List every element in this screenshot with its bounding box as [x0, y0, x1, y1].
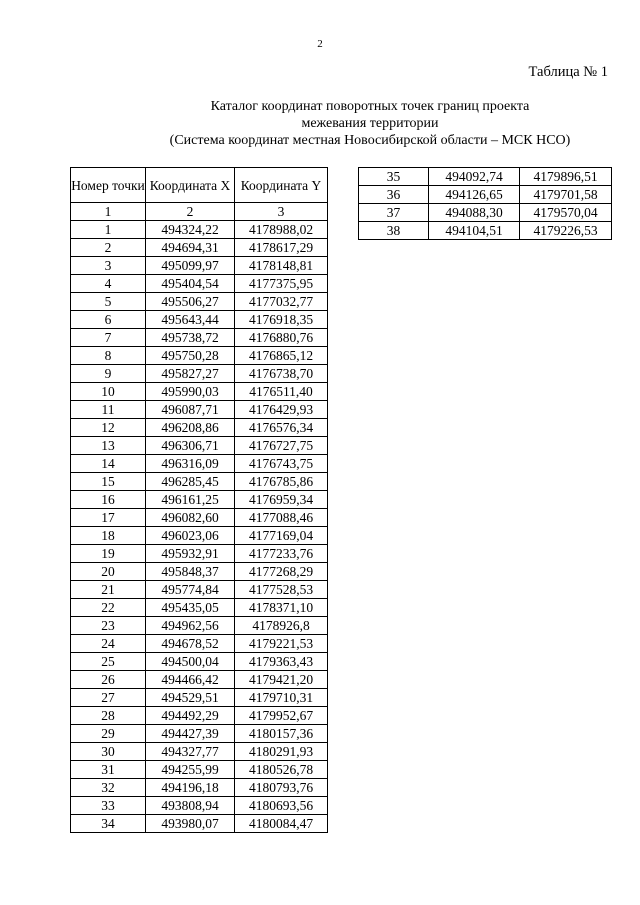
coordinate-y-cell: 4180084,47: [235, 815, 328, 833]
coordinate-x-cell: 494492,29: [146, 707, 235, 725]
coordinate-x-cell: 495932,91: [146, 545, 235, 563]
point-number-cell: 3: [71, 257, 146, 275]
table-row: [71, 419, 328, 437]
point-number-cell: 10: [71, 383, 146, 401]
coordinate-y-cell: 4176429,93: [235, 401, 328, 419]
coordinate-y-cell: 4180291,93: [235, 743, 328, 761]
point-number-cell: 24: [71, 635, 146, 653]
page-number: 2: [317, 38, 323, 50]
table-row: [71, 671, 328, 689]
coordinate-y-cell: 4180157,36: [235, 725, 328, 743]
point-number-cell: 21: [71, 581, 146, 599]
table-row: [71, 689, 328, 707]
coordinate-x-cell: 495827,27: [146, 365, 235, 383]
coordinate-y-cell: 4176511,40: [235, 383, 328, 401]
point-number-cell: 30: [71, 743, 146, 761]
coordinate-x-cell: 495848,37: [146, 563, 235, 581]
point-number-cell: 31: [71, 761, 146, 779]
coordinate-y-cell: 4179363,43: [235, 653, 328, 671]
table-row: [359, 186, 612, 204]
coordinate-y-cell: 4176576,34: [235, 419, 328, 437]
coordinate-x-cell: 494327,77: [146, 743, 235, 761]
point-number-cell: 6: [71, 311, 146, 329]
table-row: [71, 563, 328, 581]
table-row: [71, 653, 328, 671]
point-number-cell: 34: [71, 815, 146, 833]
title-line-1: Каталог координат поворотных точек границ проекта: [210, 99, 530, 114]
table-row: [71, 725, 328, 743]
point-number-cell: 22: [71, 599, 146, 617]
coordinate-x-cell: 496306,71: [146, 437, 235, 455]
coordinate-x-cell: 495099,97: [146, 257, 235, 275]
table-row: [71, 239, 328, 257]
coordinate-y-cell: 4177169,04: [235, 527, 328, 545]
coordinate-x-cell: 494962,56: [146, 617, 235, 635]
coordinate-x-cell: 495506,27: [146, 293, 235, 311]
coordinate-y-cell: 4179421,20: [235, 671, 328, 689]
coordinate-y-cell: 4180693,56: [235, 797, 328, 815]
coordinate-x-cell: 496285,45: [146, 473, 235, 491]
point-number-cell: 4: [71, 275, 146, 293]
table-row: [71, 761, 328, 779]
coordinate-y-cell: 4176959,34: [235, 491, 328, 509]
coordinate-x-cell: 494088,30: [429, 204, 520, 222]
point-number-cell: 29: [71, 725, 146, 743]
coordinate-x-cell: 495990,03: [146, 383, 235, 401]
point-number-cell: 25: [71, 653, 146, 671]
coordinate-x-cell: 493980,07: [146, 815, 235, 833]
coordinate-x-cell: 495435,05: [146, 599, 235, 617]
header-index-2: 2: [146, 203, 235, 221]
table-row: [71, 527, 328, 545]
coordinate-x-cell: 494678,52: [146, 635, 235, 653]
coordinate-x-cell: 494126,65: [429, 186, 520, 204]
coordinate-y-cell: 4176785,86: [235, 473, 328, 491]
coordinate-x-cell: 494104,51: [429, 222, 520, 240]
table-row: [71, 545, 328, 563]
table-row: [71, 329, 328, 347]
coordinate-y-cell: 4180526,78: [235, 761, 328, 779]
point-number-cell: 13: [71, 437, 146, 455]
coordinate-x-cell: 496087,71: [146, 401, 235, 419]
coordinate-x-cell: 494196,18: [146, 779, 235, 797]
coordinate-x-cell: 496161,25: [146, 491, 235, 509]
coordinate-y-cell: 4177032,77: [235, 293, 328, 311]
point-number-cell: 5: [71, 293, 146, 311]
table-row: [71, 347, 328, 365]
point-number-cell: 17: [71, 509, 146, 527]
coordinate-x-cell: 495404,54: [146, 275, 235, 293]
coordinate-x-cell: 496208,86: [146, 419, 235, 437]
table-row: [71, 581, 328, 599]
point-number-cell: 14: [71, 455, 146, 473]
point-number-cell: 19: [71, 545, 146, 563]
header-coordinate-x: Координата X: [146, 168, 235, 203]
table-row: [71, 509, 328, 527]
coordinate-y-cell: 4179952,67: [235, 707, 328, 725]
coordinate-x-cell: 494324,22: [146, 221, 235, 239]
point-number-cell: 33: [71, 797, 146, 815]
coordinates-table-left: [70, 167, 328, 833]
coordinate-y-cell: 4178926,8: [235, 617, 328, 635]
coordinate-x-cell: 496316,09: [146, 455, 235, 473]
coordinate-y-cell: 4177528,53: [235, 581, 328, 599]
table-row: [71, 779, 328, 797]
coordinate-x-cell: 495643,44: [146, 311, 235, 329]
point-number-cell: 7: [71, 329, 146, 347]
coordinate-x-cell: 496023,06: [146, 527, 235, 545]
table-row: [71, 473, 328, 491]
header-point-number: Номер точки: [71, 168, 146, 203]
coordinates-table-right: [358, 167, 612, 240]
table-row: [359, 204, 612, 222]
coordinate-y-cell: 4179221,53: [235, 635, 328, 653]
document-title: [130, 98, 610, 149]
coordinate-y-cell: 4176865,12: [235, 347, 328, 365]
point-number-cell: 11: [71, 401, 146, 419]
coordinate-y-cell: 4178371,10: [235, 599, 328, 617]
point-number-cell: 12: [71, 419, 146, 437]
coordinate-y-cell: 4176743,75: [235, 455, 328, 473]
point-number-cell: 20: [71, 563, 146, 581]
table-row: [71, 401, 328, 419]
point-number-cell: 36: [359, 186, 429, 204]
table-row: [71, 599, 328, 617]
coordinate-y-cell: 4177233,76: [235, 545, 328, 563]
point-number-cell: 26: [71, 671, 146, 689]
point-number-cell: 37: [359, 204, 429, 222]
coordinate-y-cell: 4178988,02: [235, 221, 328, 239]
coordinate-x-cell: 494466,42: [146, 671, 235, 689]
table-row: [359, 168, 612, 186]
coordinate-x-cell: 494529,51: [146, 689, 235, 707]
header-coordinate-y: Координата Y: [235, 168, 328, 203]
coordinate-x-cell: 494694,31: [146, 239, 235, 257]
coordinate-y-cell: 4180793,76: [235, 779, 328, 797]
table-row: [71, 293, 328, 311]
table-row: [71, 617, 328, 635]
coordinate-y-cell: 4178148,81: [235, 257, 328, 275]
coordinate-x-cell: 495738,72: [146, 329, 235, 347]
coordinate-x-cell: 493808,94: [146, 797, 235, 815]
point-number-cell: 18: [71, 527, 146, 545]
table-label: Таблица № 1: [528, 64, 608, 80]
header-index-1: 1: [71, 203, 146, 221]
point-number-cell: 23: [71, 617, 146, 635]
table-row: [71, 275, 328, 293]
table-row: [71, 383, 328, 401]
point-number-cell: 38: [359, 222, 429, 240]
table-row: [71, 491, 328, 509]
table-row: [71, 365, 328, 383]
coordinate-y-cell: 4179226,53: [520, 222, 612, 240]
point-number-cell: 15: [71, 473, 146, 491]
coordinate-y-cell: 4178617,29: [235, 239, 328, 257]
point-number-cell: 1: [71, 221, 146, 239]
table-row: [71, 707, 328, 725]
title-line-2: межевания территории: [301, 116, 439, 131]
table-row: [71, 635, 328, 653]
table-row: [359, 222, 612, 240]
coordinate-x-cell: 495750,28: [146, 347, 235, 365]
table-row: [71, 455, 328, 473]
coordinate-y-cell: 4176727,75: [235, 437, 328, 455]
coordinate-y-cell: 4176738,70: [235, 365, 328, 383]
coordinate-x-cell: 494092,74: [429, 168, 520, 186]
coordinate-y-cell: 4179896,51: [520, 168, 612, 186]
table-row: [71, 797, 328, 815]
coordinate-y-cell: 4179710,31: [235, 689, 328, 707]
coordinate-x-cell: 494427,39: [146, 725, 235, 743]
title-line-3: (Система координат местная Новосибирской области – МСК НСО): [169, 133, 571, 148]
point-number-cell: 8: [71, 347, 146, 365]
header-index-3: 3: [235, 203, 328, 221]
point-number-cell: 16: [71, 491, 146, 509]
coordinate-x-cell: 494500,04: [146, 653, 235, 671]
table-row: [71, 437, 328, 455]
coordinate-y-cell: 4176918,35: [235, 311, 328, 329]
coordinate-y-cell: 4177088,46: [235, 509, 328, 527]
point-number-cell: 32: [71, 779, 146, 797]
point-number-cell: 2: [71, 239, 146, 257]
table-row: [71, 815, 328, 833]
coordinate-y-cell: 4176880,76: [235, 329, 328, 347]
table-row: [71, 257, 328, 275]
coordinate-y-cell: 4177375,95: [235, 275, 328, 293]
coordinate-x-cell: 494255,99: [146, 761, 235, 779]
point-number-cell: 35: [359, 168, 429, 186]
table-row: [71, 221, 328, 239]
point-number-cell: 9: [71, 365, 146, 383]
table-row: [71, 311, 328, 329]
table-row: [71, 743, 328, 761]
coordinate-x-cell: 496082,60: [146, 509, 235, 527]
coordinate-y-cell: 4179570,04: [520, 204, 612, 222]
point-number-cell: 27: [71, 689, 146, 707]
coordinate-y-cell: 4177268,29: [235, 563, 328, 581]
coordinate-x-cell: 495774,84: [146, 581, 235, 599]
coordinate-y-cell: 4179701,58: [520, 186, 612, 204]
point-number-cell: 28: [71, 707, 146, 725]
